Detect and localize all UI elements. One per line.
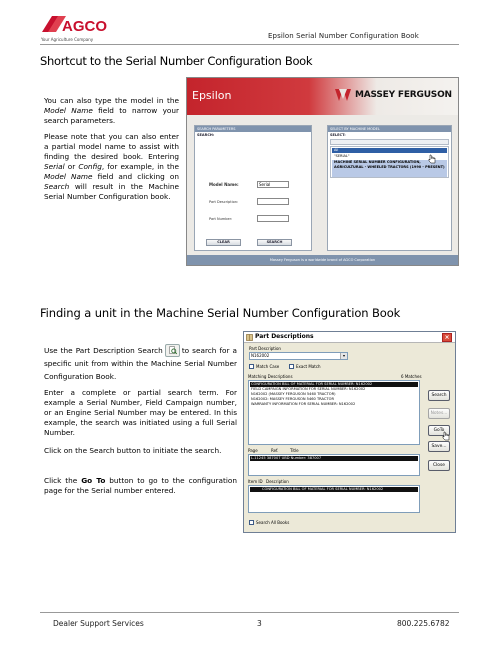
hand-cursor-icon	[428, 154, 436, 164]
massey-ferguson-brand: MASSEY FERGUSON	[355, 90, 452, 100]
part-description-search-input[interactable]	[249, 352, 348, 360]
header-divider	[40, 44, 459, 45]
model-list-row-highlighted[interactable]: MACHINE SERIAL NUMBER CONFIGURATION, AGRICULTURAL - WHEELED TRACTORS (1990 - PRESENT)	[332, 160, 447, 177]
close-button[interactable]: Close	[428, 460, 450, 471]
part-description-label: Part Description	[249, 346, 281, 351]
search-label: SEARCH:	[197, 133, 215, 137]
select-machine-model-pane	[327, 125, 452, 251]
clear-button[interactable]: CLEAR	[206, 239, 241, 246]
notes-button[interactable]: Notes...	[428, 408, 450, 419]
list-item[interactable]: WARRANTY INFORMATION FOR SERIAL NUMBER: N162002	[251, 402, 356, 406]
list-item[interactable]: N162002 (MASSEY FERGUSON 5460 TRACTOR)	[251, 392, 336, 396]
ref-column-header: Ref.	[271, 448, 279, 453]
footer-divider	[40, 612, 459, 613]
matching-descriptions-label: Matching Descriptions	[248, 374, 293, 379]
dialog-title: Part Descriptions	[255, 333, 314, 340]
section1-paragraph-1: You can also type the model in the Model Name field to narrow your search parameters.	[44, 96, 179, 125]
epsilon-app-title: Epsilon	[192, 89, 232, 102]
list-item[interactable]: CONFIGURATION BILL OF MATERIAL FOR SERIAL NUMBER: N162002	[250, 382, 418, 387]
table-row[interactable]: L-11245 387007 UBD Number: 387007	[250, 456, 418, 461]
section2-paragraph-1: Use the Part Description Search to search for a specific unit from within the Machine Serial Number Configuration Book.	[44, 346, 238, 381]
search-button[interactable]: SEARCH	[257, 239, 292, 246]
search-parameters-header: SEARCH PARAMETERS	[195, 126, 311, 132]
select-machine-model-header: SELECT BY MACHINE MODEL	[328, 126, 451, 132]
exact-match-label: Exact Match	[296, 364, 321, 369]
footer-department: Dealer Support Services	[53, 619, 144, 628]
section2-paragraph-2: Enter a complete or partial search term. For example a Serial Number, Field Campaign number, or an Engine Serial Number may be entered. In this example, the search was initiated using a full Serial Number.	[44, 388, 237, 437]
massey-ferguson-triple-triangle-icon	[334, 87, 352, 103]
title-column-header: Title	[290, 448, 299, 453]
matching-descriptions-list[interactable]	[248, 380, 420, 445]
model-name-input[interactable]: Serial	[257, 181, 289, 188]
document-title: Epsilon Serial Number Configuration Book	[268, 32, 419, 40]
list-item[interactable]: FIELD CAMPAIGN INFORMATION FOR SERIAL NUMBER: N162002	[251, 387, 366, 391]
table-row[interactable]: CONFIGURATION BILL OF MATERIAL FOR SERIAL NUMBER: N162002	[250, 487, 418, 492]
match-case-label: Match Case	[256, 364, 280, 369]
model-list-row[interactable]: All	[332, 148, 447, 153]
save-button[interactable]: Save...	[428, 441, 450, 452]
part-description-label: Part Description:	[209, 200, 239, 204]
item-id-column-header: Item ID	[248, 479, 263, 484]
search-all-books-label: Search All Books	[256, 520, 290, 525]
section-heading-shortcut: Shortcut to the Serial Number Configuration Book	[40, 54, 313, 68]
book-icon	[246, 334, 253, 341]
dialog-close-icon[interactable]: ×	[442, 333, 452, 342]
search-all-books-checkbox[interactable]	[249, 520, 254, 525]
select-label: SELECT:	[330, 133, 346, 137]
exact-match-checkbox[interactable]	[289, 364, 294, 369]
search-parameters-pane	[194, 125, 312, 251]
item-list[interactable]	[248, 485, 420, 513]
search-value: N162002	[251, 353, 270, 358]
search-button[interactable]: Search	[428, 390, 450, 401]
list-item[interactable]: N162002: MASSEY FERGUSON 5460 TRACTOR	[251, 397, 334, 401]
epsilon-body	[187, 115, 458, 255]
part-descriptions-dialog	[243, 331, 456, 533]
model-list-row[interactable]: "SERIAL"	[334, 154, 350, 158]
match-case-checkbox[interactable]	[249, 364, 254, 369]
model-name-label: Model Name:	[209, 182, 239, 187]
section-heading-finding-unit: Finding a unit in the Machine Serial Number Configuration Book	[40, 306, 401, 320]
footer-phone: 800.225.6782	[397, 619, 450, 628]
dialog-titlebar	[244, 332, 455, 343]
logo-text: AGCO	[62, 18, 107, 35]
model-select[interactable]	[330, 139, 449, 145]
epsilon-screenshot	[186, 77, 459, 266]
part-description-search-icon	[165, 344, 180, 357]
hand-cursor-icon	[442, 431, 450, 441]
section2-paragraph-4: Click the Go To button to go to the configuration page for the Serial number entered.	[44, 476, 237, 495]
section2-paragraph-3: Click on the Search button to initiate the search.	[44, 446, 222, 455]
epsilon-banner	[187, 78, 458, 115]
agco-logo	[40, 14, 115, 36]
part-number-input[interactable]	[257, 215, 289, 222]
page-list[interactable]	[248, 454, 420, 476]
section1-paragraph-2: Please note that you can also enter a partial model name to assist with finding the desired book. Entering Serial or Config, for example, in the Model Name field and clicking on Search will result in the Machine Serial Number Configuration book.	[44, 132, 180, 201]
logo-tagline: Your Agriculture Company	[41, 37, 94, 42]
page-column-header: Page	[248, 448, 258, 453]
part-description-input[interactable]	[257, 198, 289, 205]
part-number-label: Part Number:	[209, 217, 233, 221]
description-column-header: Description	[266, 479, 289, 484]
matches-count: 6 Matches	[401, 374, 422, 379]
goto-button[interactable]: GoTo	[428, 425, 450, 436]
footer-page-number: 3	[257, 619, 262, 628]
epsilon-footer: Massey Ferguson is a worldwide brand of AGCO Corporation	[187, 255, 458, 265]
chevron-down-icon[interactable]: ▾	[340, 353, 347, 359]
